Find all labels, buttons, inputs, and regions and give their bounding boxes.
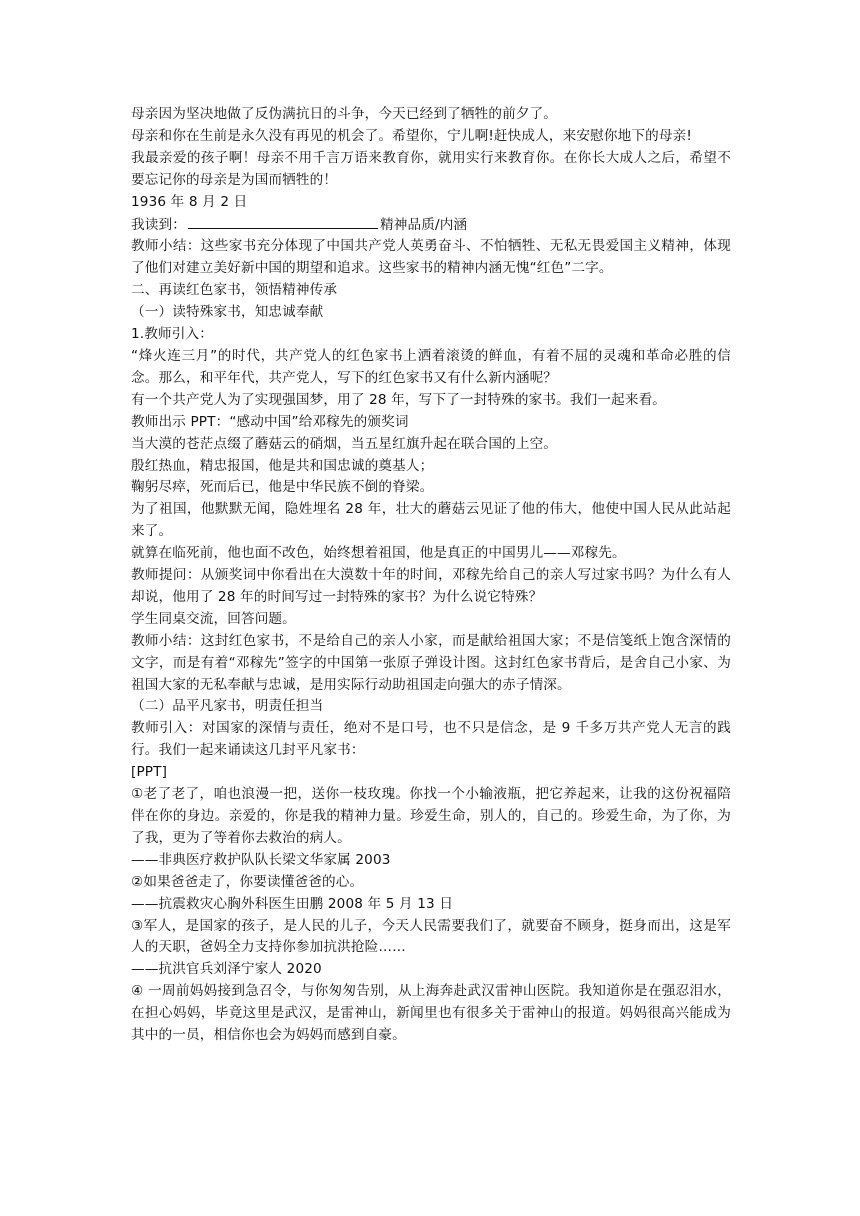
letter-line-1: 母亲因为坚决地做了反伪满抗日的斗争，今天已经到了牺牲的前夕了。 xyxy=(131,106,558,122)
document-page xyxy=(131,104,731,1047)
letter-date: 1936 年 8 月 2 日 xyxy=(131,193,248,210)
paragraph-intro: “烽火连三月”的时代，共产党人的红色家书上洒着滚烫的鲜血，有着不屈的灵魂和革命必胜的信念。那么，和平年代，共产党人，写下的红色家书又有什么新内涵呢？ xyxy=(131,347,731,386)
letter-item-4: ④ 一周前妈妈接到急召令，与你匆匆告别，从上海奔赴武汉雷神山医院。我知道你是在强忍泪水，在担心妈妈，毕竟这里是武汉，是雷神山，新闻里也有很多关于雷神山的报道。妈妈很高兴能成为其中的一员，相信你也会为妈妈而感到自豪。 xyxy=(131,983,731,1044)
letter-item-2-source: ——抗震救灾心胸外科医生田鹏 2008 年 5 月 13 日 xyxy=(131,895,454,912)
paragraph-special-letter: 有一个共产党人为了实现强国梦，用了 28 年，写下了一封特殊的家书。我们一起来看。 xyxy=(131,391,667,408)
award-line-2: 殷红热血，精忠报国，他是共和国忠诚的奠基人； xyxy=(131,457,434,474)
teacher-summary-1: 教师小结：这些家书充分体现了中国共产党人英勇奋斗、不怕牺牲、无私无畏爱国主义精神，体现了他们对建立美好新中国的期望和追求。这些家书的精神内涵无愧“红色”二字。 xyxy=(131,238,731,277)
letter-line-3: 我最亲爱的孩子啊！母亲不用千言万语来教育你，就用实行来教育你。在你长大成人之后，希望不要忘记你的母亲是为国而牺牲的！ xyxy=(131,149,731,188)
teacher-question: 教师提问：从颁奖词中你看出在大漠数十年的时间，邓稼先给自己的亲人写过家书吗？为什么有人却说，他用了 28 年的时间写过一封特殊的家书？为什么说它特殊？ xyxy=(131,567,731,605)
ppt-marker: [PPT] xyxy=(131,764,168,781)
letter-item-1: ①老了老了，咱也浪漫一把，送你一枝玫瑰。你找一个小输液瓶，把它养起来，让我的这份祝福陪伴在你的身边。亲爱的，你是我的精神力量。珍爱生命，别人的，自己的。珍爱生命，为了你，为了我，更为了等着你去救治的病人。 xyxy=(131,786,731,846)
section-heading-2: 二、再读红色家书，领悟精神传承 xyxy=(131,282,338,299)
reading-suffix: 精神品质/内涵 xyxy=(379,216,468,233)
paragraph-ppt-show: 教师出示 PPT：“感动中国”给邓稼先的颁奖词 xyxy=(131,413,409,430)
step-heading-1: 1.教师引入： xyxy=(131,326,213,343)
award-line-1: 当大漠的苍茫点缀了蘑菇云的硝烟，当五星红旗升起在联合国的上空。 xyxy=(131,435,558,452)
award-line-4: 为了祖国，他默默无闻，隐姓埋名 28 年，壮大的蘑菇云见证了他的伟大，他使中国人民从此站起来了。 xyxy=(131,501,731,540)
fill-blank[interactable] xyxy=(188,214,378,229)
subsection-heading-2: （二）品平凡家书，明责任担当 xyxy=(131,698,324,715)
letter-line-2: 母亲和你在生前是永久没有再见的机会了。希望你，宁儿啊!赶快成人，来安慰你地下的母亲! xyxy=(131,127,692,144)
letter-item-2: ②如果爸爸走了，你要读懂爸爸的心。 xyxy=(131,873,364,890)
letter-item-1-source: ——非典医疗救护队队长梁文华家属 2003 xyxy=(131,851,391,868)
award-line-5: 就算在临死前，他也面不改色，始终想着祖国，他是真正的中国男儿——邓稼先。 xyxy=(131,545,626,562)
teacher-summary-2: 教师小结：这封红色家书，不是给自己的亲人小家，而是献给祖国大家；不是信笺纸上饱含深情的文字，而是有着“邓稼先”签字的中国第一张原子弹设计图。这封红色家书背后，是舍自己小家、为祖国大家的无私奉献与忠诚，是用实际行动助祖国走向强大的赤子情深。 xyxy=(131,632,731,693)
letter-item-3-source: ——抗洪官兵刘泽宁家人 2020 xyxy=(131,961,322,978)
student-discussion: 学生同桌交流，回答问题。 xyxy=(131,610,296,627)
reading-prefix: 我读到： xyxy=(131,216,186,233)
subsection-heading-1: （一）读特殊家书，知忠诚奉献 xyxy=(131,304,324,321)
letter-item-3: ③军人，是国家的孩子，是人民的儿子，今天人民需要我们了，就要奋不顾身，挺身而出，这是军人的天职，爸妈全力支持你参加抗洪抢险…… xyxy=(131,917,731,956)
teacher-intro-2: 教师引入：对国家的深情与责任，绝对不是口号，也不只是信念，是 9 千多万共产党人无言的践行。我们一起来诵读这几封平凡家书： xyxy=(131,720,731,759)
reading-fill-line xyxy=(131,214,731,237)
award-line-3: 鞠躬尽瘁，死而后已，他是中华民族不倒的脊梁。 xyxy=(131,479,434,496)
